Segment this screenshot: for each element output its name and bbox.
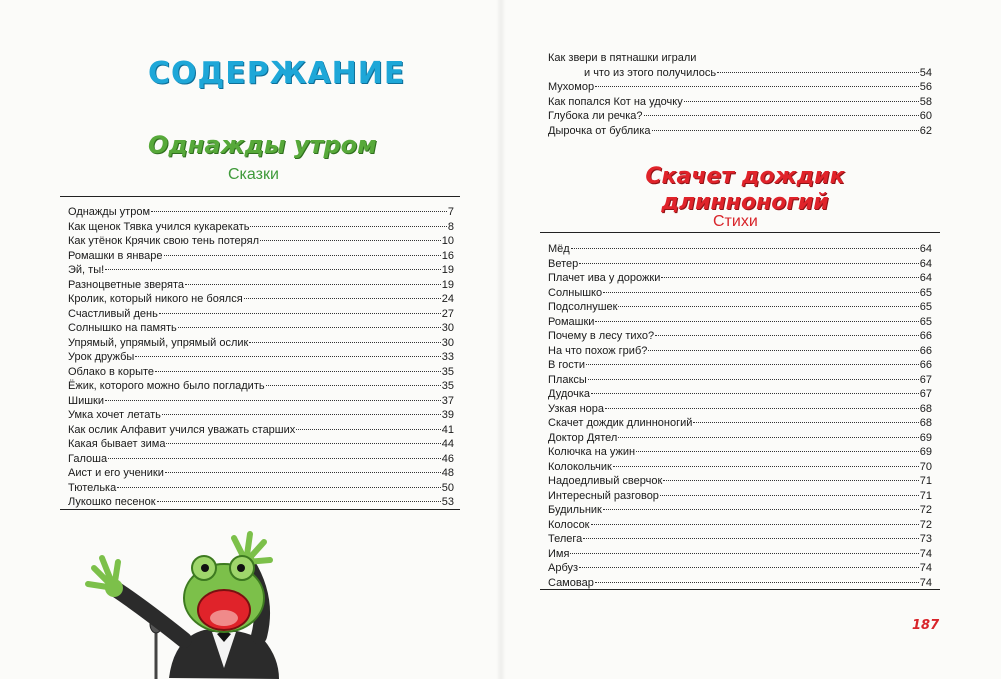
toc-list-continued xyxy=(548,51,932,138)
toc-dot-leader xyxy=(260,240,441,241)
toc-entry xyxy=(68,495,454,510)
toc-entry-page: 74 xyxy=(919,547,932,560)
book-gutter xyxy=(496,0,506,679)
toc-entry xyxy=(68,220,454,235)
toc-entry xyxy=(68,394,454,409)
toc-entry xyxy=(68,379,454,394)
toc-entry-page: 44 xyxy=(441,438,454,450)
toc-entry-continued-line2 xyxy=(548,66,932,81)
toc-entry-page: 19 xyxy=(441,264,454,276)
toc-dot-leader xyxy=(591,393,919,394)
toc-dot-leader xyxy=(266,385,441,386)
toc-entry xyxy=(548,271,932,286)
toc-entry-page: 30 xyxy=(441,322,454,334)
toc-entry xyxy=(548,329,932,344)
toc-entry-title: Упрямый, упрямый, упрямый ослик xyxy=(68,336,249,349)
section-title-line: длинноногий xyxy=(661,190,829,215)
toc-entry xyxy=(68,408,454,423)
toc-dot-leader xyxy=(717,72,919,73)
toc-entry xyxy=(548,257,932,272)
toc-dot-leader xyxy=(159,313,441,314)
toc-entry-page: 66 xyxy=(919,330,932,342)
toc-entry-page: 35 xyxy=(441,380,454,392)
toc-entry-page: 70 xyxy=(919,460,932,473)
toc-entry-page: 67 xyxy=(919,373,932,386)
toc-entry xyxy=(548,109,932,124)
toc-entry-title: Доктор Дятел xyxy=(548,431,618,444)
toc-entry-page: 64 xyxy=(919,243,932,255)
toc-entry-title: Облако в корыте xyxy=(68,365,155,378)
section-subtitle-fairy-tales: Сказки xyxy=(228,166,279,183)
toc-entry-title: В гости xyxy=(548,359,585,371)
toc-entry-title: Разноцветные зверята xyxy=(68,278,185,291)
toc-entry-title: Самовар xyxy=(548,576,594,589)
toc-entry xyxy=(548,358,932,373)
toc-dot-leader xyxy=(105,269,441,270)
toc-entry xyxy=(548,286,932,301)
toc-entry-title: Счастливый день xyxy=(68,307,158,320)
toc-entry-title: Телега xyxy=(548,533,583,545)
toc-entry-title: Арбуз xyxy=(548,562,579,574)
section-subtitle-poems: Стихи xyxy=(713,213,758,230)
toc-entry xyxy=(548,518,932,533)
toc-entry-title: Надоедливый сверчок xyxy=(548,475,663,487)
toc-entry xyxy=(548,242,932,257)
toc-dot-leader xyxy=(603,292,919,293)
toc-dot-leader xyxy=(135,356,440,357)
toc-entry xyxy=(68,423,454,438)
toc-entry xyxy=(548,489,932,504)
toc-entry xyxy=(548,445,932,460)
toc-entry-title: Колокольчик xyxy=(548,460,612,473)
toc-entry-title: Солнышко xyxy=(548,286,603,299)
toc-dot-leader xyxy=(105,400,441,401)
toc-dot-leader xyxy=(583,538,918,539)
toc-entry xyxy=(68,307,454,322)
toc-entry-title: Мухомор xyxy=(548,81,595,93)
toc-entry xyxy=(68,321,454,336)
toc-entry xyxy=(68,336,454,351)
toc-entry-title: Скачет дождик длинноногий xyxy=(548,417,693,429)
toc-list-fairy-tales xyxy=(68,205,454,510)
toc-entry-title: Галоша xyxy=(68,452,108,465)
toc-entry-title: Эй, ты! xyxy=(68,264,105,276)
toc-dot-leader xyxy=(595,582,919,583)
toc-entry-title: Какая бывает зима xyxy=(68,438,166,450)
toc-dot-leader xyxy=(591,524,919,525)
toc-dot-leader xyxy=(652,130,919,131)
toc-entry-page: 10 xyxy=(441,235,454,247)
toc-entry-page: 33 xyxy=(441,351,454,363)
toc-entry-title: Как ослик Алфавит учился уважать старших xyxy=(68,423,296,436)
toc-dot-leader xyxy=(586,364,919,365)
toc-dot-leader xyxy=(571,248,919,249)
toc-entry xyxy=(548,315,932,330)
toc-entry-title: Ромашки в январе xyxy=(68,249,163,262)
toc-dot-leader xyxy=(618,437,918,438)
toc-entry-continued-line1 xyxy=(548,51,932,66)
toc-entry-title: Будильник xyxy=(548,504,602,516)
toc-dot-leader xyxy=(588,379,919,380)
toc-entry xyxy=(68,278,454,293)
toc-entry xyxy=(68,350,454,365)
toc-dot-leader xyxy=(663,480,918,481)
toc-entry xyxy=(548,80,932,95)
toc-dot-leader xyxy=(164,255,441,256)
toc-dot-leader xyxy=(162,414,441,415)
toc-entry xyxy=(548,431,932,446)
toc-entry-title: Ромашки xyxy=(548,315,595,328)
section-title-fairy-tales: Однажды утром xyxy=(148,131,377,159)
toc-entry-page: 62 xyxy=(919,124,932,137)
toc-entry-title: и что из этого получилось xyxy=(584,66,717,79)
toc-entry-page: 71 xyxy=(919,489,932,502)
toc-entry xyxy=(68,249,454,264)
toc-dot-leader xyxy=(660,495,919,496)
toc-entry-page: 35 xyxy=(441,365,454,378)
toc-dot-leader xyxy=(618,306,918,307)
singing-frog-illustration xyxy=(74,528,354,679)
toc-entry xyxy=(68,234,454,249)
toc-entry-title: Колосок xyxy=(548,518,590,531)
toc-entry-page: 73 xyxy=(919,533,932,545)
toc-dot-leader xyxy=(595,86,919,87)
toc-entry-page: 41 xyxy=(441,423,454,436)
toc-entry-title: Интересный разговор xyxy=(548,489,659,502)
toc-entry xyxy=(548,547,932,562)
toc-entry-page: 64 xyxy=(919,257,932,270)
toc-entry-page: 46 xyxy=(441,452,454,465)
toc-entry xyxy=(548,503,932,518)
toc-entry xyxy=(548,474,932,489)
toc-entry-page: 37 xyxy=(441,394,454,407)
toc-entry-page: 69 xyxy=(919,431,932,444)
toc-entry xyxy=(68,263,454,278)
toc-entry-title: Шишки xyxy=(68,394,105,407)
toc-entry xyxy=(548,95,932,110)
toc-dot-leader xyxy=(648,350,918,351)
toc-entry-page: 65 xyxy=(919,286,932,299)
toc-entry xyxy=(548,387,932,402)
toc-entry-title: Мёд xyxy=(548,243,570,255)
section-title-line: Скачет дождик xyxy=(645,164,845,189)
toc-entry xyxy=(68,437,454,452)
toc-dot-leader xyxy=(644,115,919,116)
toc-entry-title: Лукошко песенок xyxy=(68,496,156,508)
toc-entry xyxy=(548,416,932,431)
toc-entry-page: 71 xyxy=(919,475,932,487)
toc-dot-leader xyxy=(613,466,919,467)
contents-title: СОДЕРЖАНИЕ xyxy=(148,56,406,91)
toc-entry xyxy=(548,576,932,591)
toc-entry-page: 72 xyxy=(919,518,932,531)
toc-dot-leader xyxy=(655,335,919,336)
toc-entry-title: Как щенок Тявка учился кукарекать xyxy=(68,220,250,233)
toc-dot-leader xyxy=(250,226,446,227)
toc-entry-title: Солнышко на память xyxy=(68,322,177,334)
toc-entry-title: Ветер xyxy=(548,257,579,270)
toc-entry-title: Ёжик, которого можно было погладить xyxy=(68,380,265,392)
toc-entry-title: Кролик, который никого не боялся xyxy=(68,293,243,305)
toc-entry xyxy=(68,292,454,307)
toc-entry-title: Почему в лесу тихо? xyxy=(548,330,655,342)
toc-dot-leader xyxy=(185,284,441,285)
toc-dot-leader xyxy=(165,472,441,473)
toc-entry-title: Имя xyxy=(548,547,570,560)
toc-entry-page: 16 xyxy=(441,249,454,262)
toc-dot-leader xyxy=(244,298,441,299)
toc-entry-title: Глубока ли речка? xyxy=(548,110,643,122)
toc-entry xyxy=(548,124,932,139)
toc-list-poems xyxy=(548,242,932,590)
toc-dot-leader xyxy=(108,458,441,459)
toc-entry-page: 69 xyxy=(919,446,932,458)
toc-entry-page: 74 xyxy=(919,562,932,574)
toc-entry-title: Узкая нора xyxy=(548,402,605,415)
toc-entry-page: 66 xyxy=(919,359,932,371)
toc-entry-page: 58 xyxy=(919,95,932,108)
toc-entry-title: Плачет ива у дорожки xyxy=(548,272,661,284)
toc-entry xyxy=(548,373,932,388)
toc-entry-title: Дырочка от бублика xyxy=(548,124,651,137)
toc-entry-page: 67 xyxy=(919,388,932,400)
toc-dot-leader xyxy=(178,327,441,328)
toc-entry-page: 74 xyxy=(919,576,932,589)
toc-entry-title: Умка хочет летать xyxy=(68,409,161,421)
toc-entry-page: 72 xyxy=(919,504,932,516)
toc-dot-leader xyxy=(155,371,441,372)
toc-entry-page: 48 xyxy=(441,467,454,479)
toc-entry-page: 27 xyxy=(441,307,454,320)
toc-dot-leader xyxy=(684,101,919,102)
section-title-poems xyxy=(640,164,850,216)
toc-entry-title: Как попался Кот на удочку xyxy=(548,95,683,108)
toc-dot-leader xyxy=(693,422,918,423)
toc-entry-page: 64 xyxy=(919,272,932,284)
toc-entry-title: Как звери в пятнашки играли xyxy=(548,52,697,64)
toc-dot-leader xyxy=(157,501,441,502)
toc-entry xyxy=(68,205,454,220)
page-number: 187 xyxy=(912,618,940,633)
toc-entry xyxy=(68,452,454,467)
toc-entry-page: 54 xyxy=(919,66,932,79)
toc-entry-title: Аист и его ученики xyxy=(68,467,164,479)
toc-entry-title: На что похож гриб? xyxy=(548,344,648,357)
toc-entry-page: 24 xyxy=(441,293,454,305)
toc-entry-title: Как утёнок Крячик свою тень потерял xyxy=(68,235,259,247)
toc-dot-leader xyxy=(579,263,919,264)
toc-entry-page: 8 xyxy=(447,220,454,233)
toc-entry-page: 60 xyxy=(919,110,932,122)
toc-entry-title: Тютелька xyxy=(68,481,117,494)
toc-entry xyxy=(548,532,932,547)
toc-entry xyxy=(548,402,932,417)
toc-entry xyxy=(68,481,454,496)
toc-dot-leader xyxy=(166,443,440,444)
toc-entry-title: Подсолнушек xyxy=(548,301,618,313)
toc-entry-title: Колючка на ужин xyxy=(548,446,636,458)
toc-entry-page: 30 xyxy=(441,336,454,349)
toc-entry-page: 56 xyxy=(919,81,932,93)
toc-dot-leader xyxy=(603,509,919,510)
toc-entry-page: 66 xyxy=(919,344,932,357)
toc-dot-leader xyxy=(595,321,918,322)
toc-dot-leader xyxy=(249,342,440,343)
toc-entry-page: 53 xyxy=(441,496,454,508)
toc-list-stories-end xyxy=(548,80,932,138)
toc-entry-title: Дудочка xyxy=(548,388,591,400)
toc-entry xyxy=(548,561,932,576)
toc-dot-leader xyxy=(151,211,447,212)
toc-entry xyxy=(548,300,932,315)
toc-dot-leader xyxy=(117,487,441,488)
toc-entry-page: 39 xyxy=(441,409,454,421)
toc-dot-leader xyxy=(636,451,919,452)
toc-entry-page: 65 xyxy=(919,301,932,313)
toc-entry xyxy=(68,466,454,481)
toc-entry-page: 7 xyxy=(447,206,454,218)
toc-dot-leader xyxy=(661,277,918,278)
toc-entry-title: Урок дружбы xyxy=(68,351,135,363)
toc-entry-page: 68 xyxy=(919,417,932,429)
toc-entry xyxy=(68,365,454,380)
toc-dot-leader xyxy=(579,567,919,568)
toc-entry-title: Однажды утром xyxy=(68,206,151,218)
toc-entry-page: 68 xyxy=(919,402,932,415)
toc-dot-leader xyxy=(570,553,918,554)
toc-entry-title: Плаксы xyxy=(548,373,587,386)
toc-entry xyxy=(548,344,932,359)
toc-dot-leader xyxy=(296,429,440,430)
toc-entry-page: 50 xyxy=(441,481,454,494)
toc-entry-page: 19 xyxy=(441,278,454,291)
toc-entry xyxy=(548,460,932,475)
toc-entry-page: 65 xyxy=(919,315,932,328)
toc-dot-leader xyxy=(605,408,919,409)
